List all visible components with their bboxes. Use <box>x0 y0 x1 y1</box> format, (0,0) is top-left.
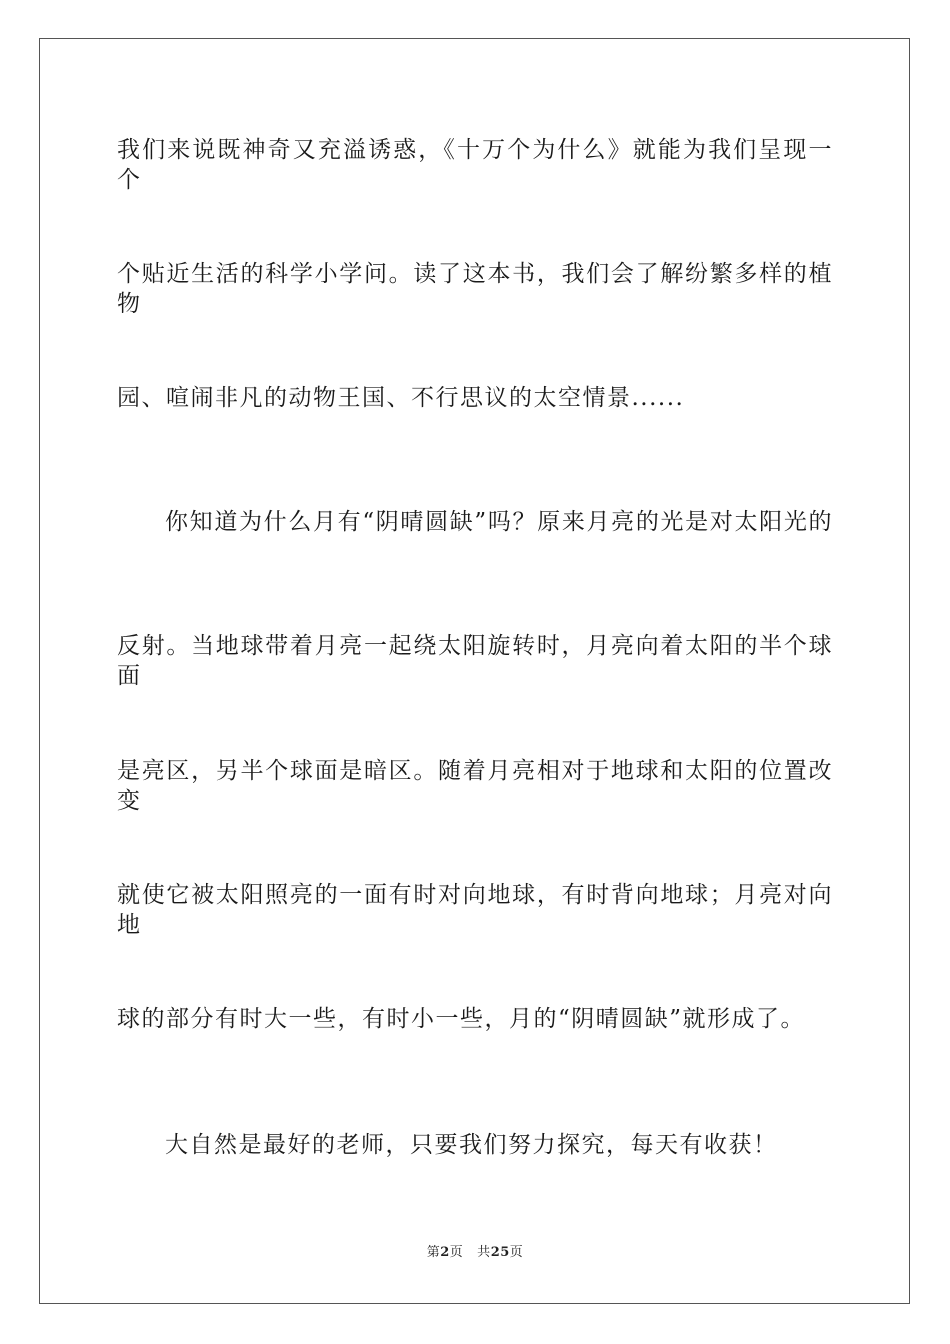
body-text-line-9: 大自然是最好的老师，只要我们努力探究，每天有收获！ <box>165 1132 778 1158</box>
body-text-line-3: 园、喧闹非凡的动物王国、不行思议的太空情景...... <box>117 385 685 411</box>
body-text-line-4: 你知道为什么月有“阴晴圆缺”吗？原来月亮的光是对太阳光的 <box>165 509 833 535</box>
page-suffix: 页 <box>449 1245 464 1260</box>
page-number: 2 <box>440 1245 450 1260</box>
total-suffix: 页 <box>509 1245 524 1260</box>
total-pages: 25 <box>490 1245 510 1260</box>
body-text-line-8: 球的部分有时大一些，有时小一些，月的“阴晴圆缺”就形成了。 <box>117 1006 806 1032</box>
body-text-line-2: 个贴近生活的科学小学问。读了这本书，我们会了解纷繁多样的植物 <box>117 261 833 317</box>
total-prefix: 共 <box>477 1245 491 1260</box>
page-footer <box>0 1245 950 1261</box>
body-text-line-5: 反射。当地球带着月亮一起绕太阳旋转时，月亮向着太阳的半个球面 <box>117 633 833 689</box>
body-text-line-6: 是亮区，另半个球面是暗区。随着月亮相对于地球和太阳的位置改变 <box>117 758 833 814</box>
body-text-line-1: 我们来说既神奇又充溢诱惑，《十万个为什么》就能为我们呈现一个 <box>117 137 833 193</box>
page-prefix: 第 <box>426 1245 441 1260</box>
body-text-line-7: 就使它被太阳照亮的一面有时对向地球，有时背向地球；月亮对向地 <box>117 882 833 938</box>
